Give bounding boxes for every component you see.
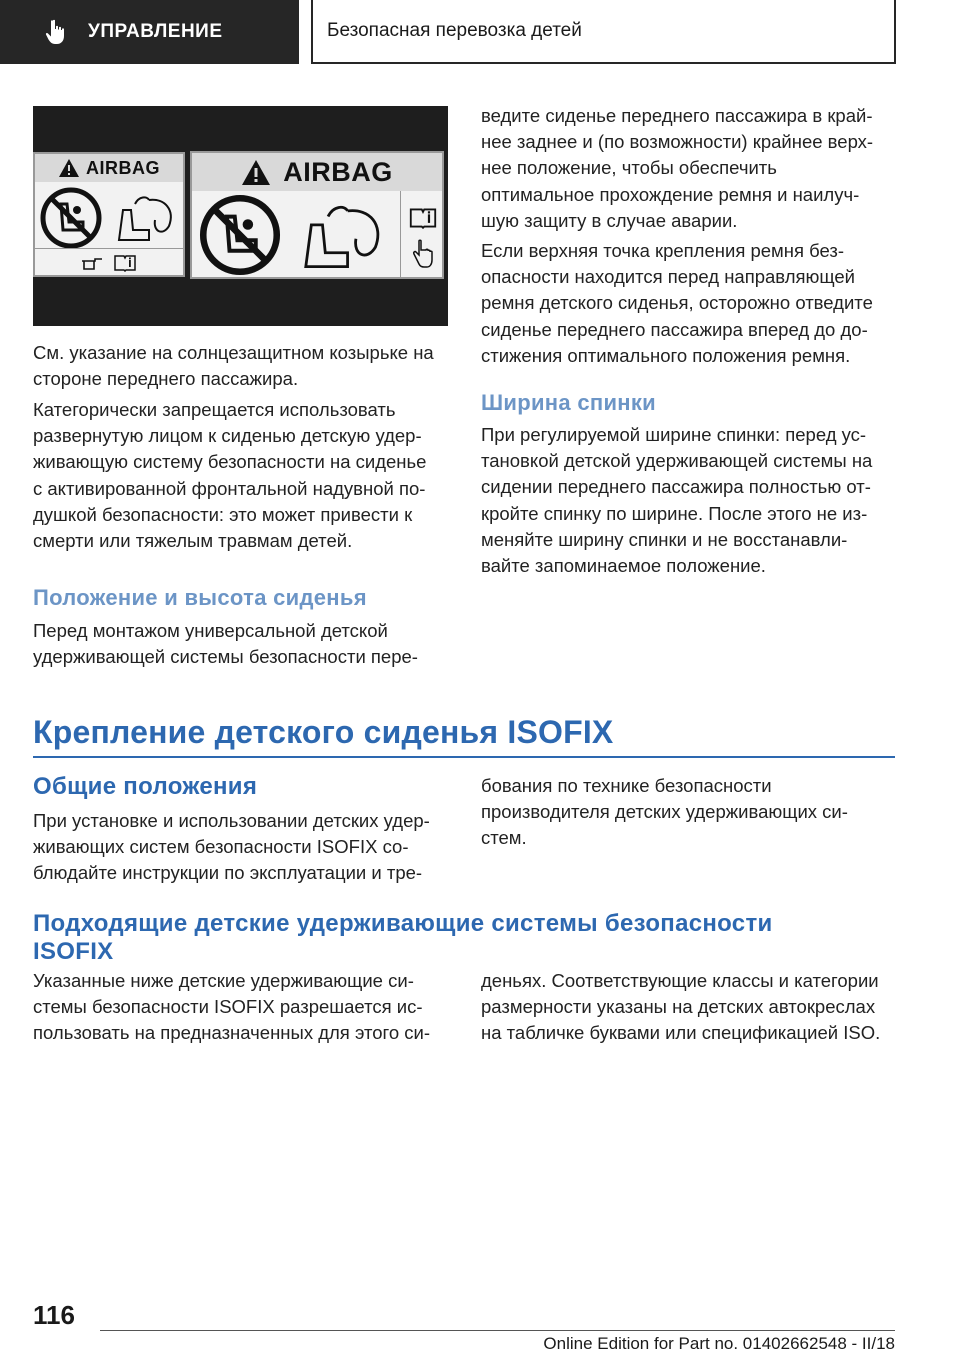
general-text-left: При установке и использовании детских удер- живающих систем безопасности ISOFIX со- блюдайте инструкции по эксплуатации и тре-: [33, 810, 430, 884]
sun-visor-note: См. указание на солнцезащитном козырьке на стороне переднего пассажира.: [33, 342, 434, 390]
heading-suitable-systems: Подходящие детские удерживающие системы безопасности ISOFIX: [33, 910, 773, 965]
page-number: 116: [33, 1300, 75, 1330]
suitable-text-left: Указанные ниже детские удерживающие си- стемы безопасности ISOFIX разрешается ис- пользовать на предназначенных для этого си-: [33, 970, 431, 1044]
footer-rule: [100, 1330, 895, 1331]
general-text-right: бования по технике безопасности производителя детских удерживающих си- стем.: [481, 775, 848, 849]
heading-general: Общие положения: [33, 773, 258, 800]
airbag-deploy-icon: [109, 190, 181, 246]
edition-footer: Online Edition for Part no. 01402662548 - II/18: [543, 1334, 895, 1353]
airbag-label-small: AIRBAG: [33, 152, 185, 277]
backrest-width-text: При регулируемой ширине спинки: перед ус- тановкой детской удерживающей системы на сидении переднего пассажира полностью от- кройте спинку по ширине. После этого не из- меняйте ширину спинки и не восстанавли- вайте запоминаемое положение.: [481, 424, 873, 577]
section-header: [311, 0, 896, 64]
heading-backrest-width: Ширина спинки: [481, 390, 657, 415]
prohibited-child-seat-icon: [198, 193, 282, 277]
manual-book-icon: [113, 254, 137, 272]
hand-pointer-icon: [44, 19, 66, 45]
heading-isofix: Крепление детского сиденья ISOFIX: [33, 714, 614, 750]
airbag-warning-figure: [33, 106, 448, 326]
belt-anchor-text: Если верхняя точка крепления ремня без- опасности находится перед направляющей ремня детского сиденья, осторожно отведите сиденье переднего пассажира вперед до до- стижения оптимального положения ремня.: [481, 240, 873, 366]
pointing-hand-icon: [412, 239, 434, 269]
warning-triangle-icon: [58, 158, 80, 178]
prohibited-child-seat-icon: [39, 186, 103, 250]
airbag-deploy-icon: [290, 197, 394, 275]
warning-triangle-icon: [241, 159, 271, 186]
heading-rule: [33, 756, 895, 758]
seat-position-text: Перед монтажом универсальной детской удерживающей системы безопасности пере-: [33, 620, 418, 668]
seat-position-text-cont: ведите сиденье переднего пассажира в край- нее заднее и (по возможности) крайнее верх- нее положение, чтобы обеспечить оптимальное прохождение ремня и наилуч- шую защиту в случае аварии.: [481, 105, 874, 231]
pointing-hand-icon: [81, 255, 103, 271]
chapter-tab[interactable]: [0, 0, 299, 64]
manual-book-icon: [408, 207, 438, 229]
airbag-label-large: AIRBAG: [190, 151, 444, 279]
section-header-label: Безопасная перевозка детей: [327, 20, 582, 41]
chapter-tab-label: УПРАВЛЕНИЕ: [88, 21, 223, 42]
heading-seat-position: Положение и высота сиденья: [33, 585, 367, 610]
suitable-text-right: деньях. Соответствующие классы и категории размерности указаны на детских автокреслах на табличке буквами или спецификацией ISO.: [481, 970, 881, 1044]
airbag-warning-text: Категорически запрещается использовать развернутую лицом к сиденью детскую удер- живающую систему безопасности на сиденье с активированной фронтальной надувной по- душкой безопасности: это может привести к смерти или тяжелым травмам детей.: [33, 399, 427, 552]
